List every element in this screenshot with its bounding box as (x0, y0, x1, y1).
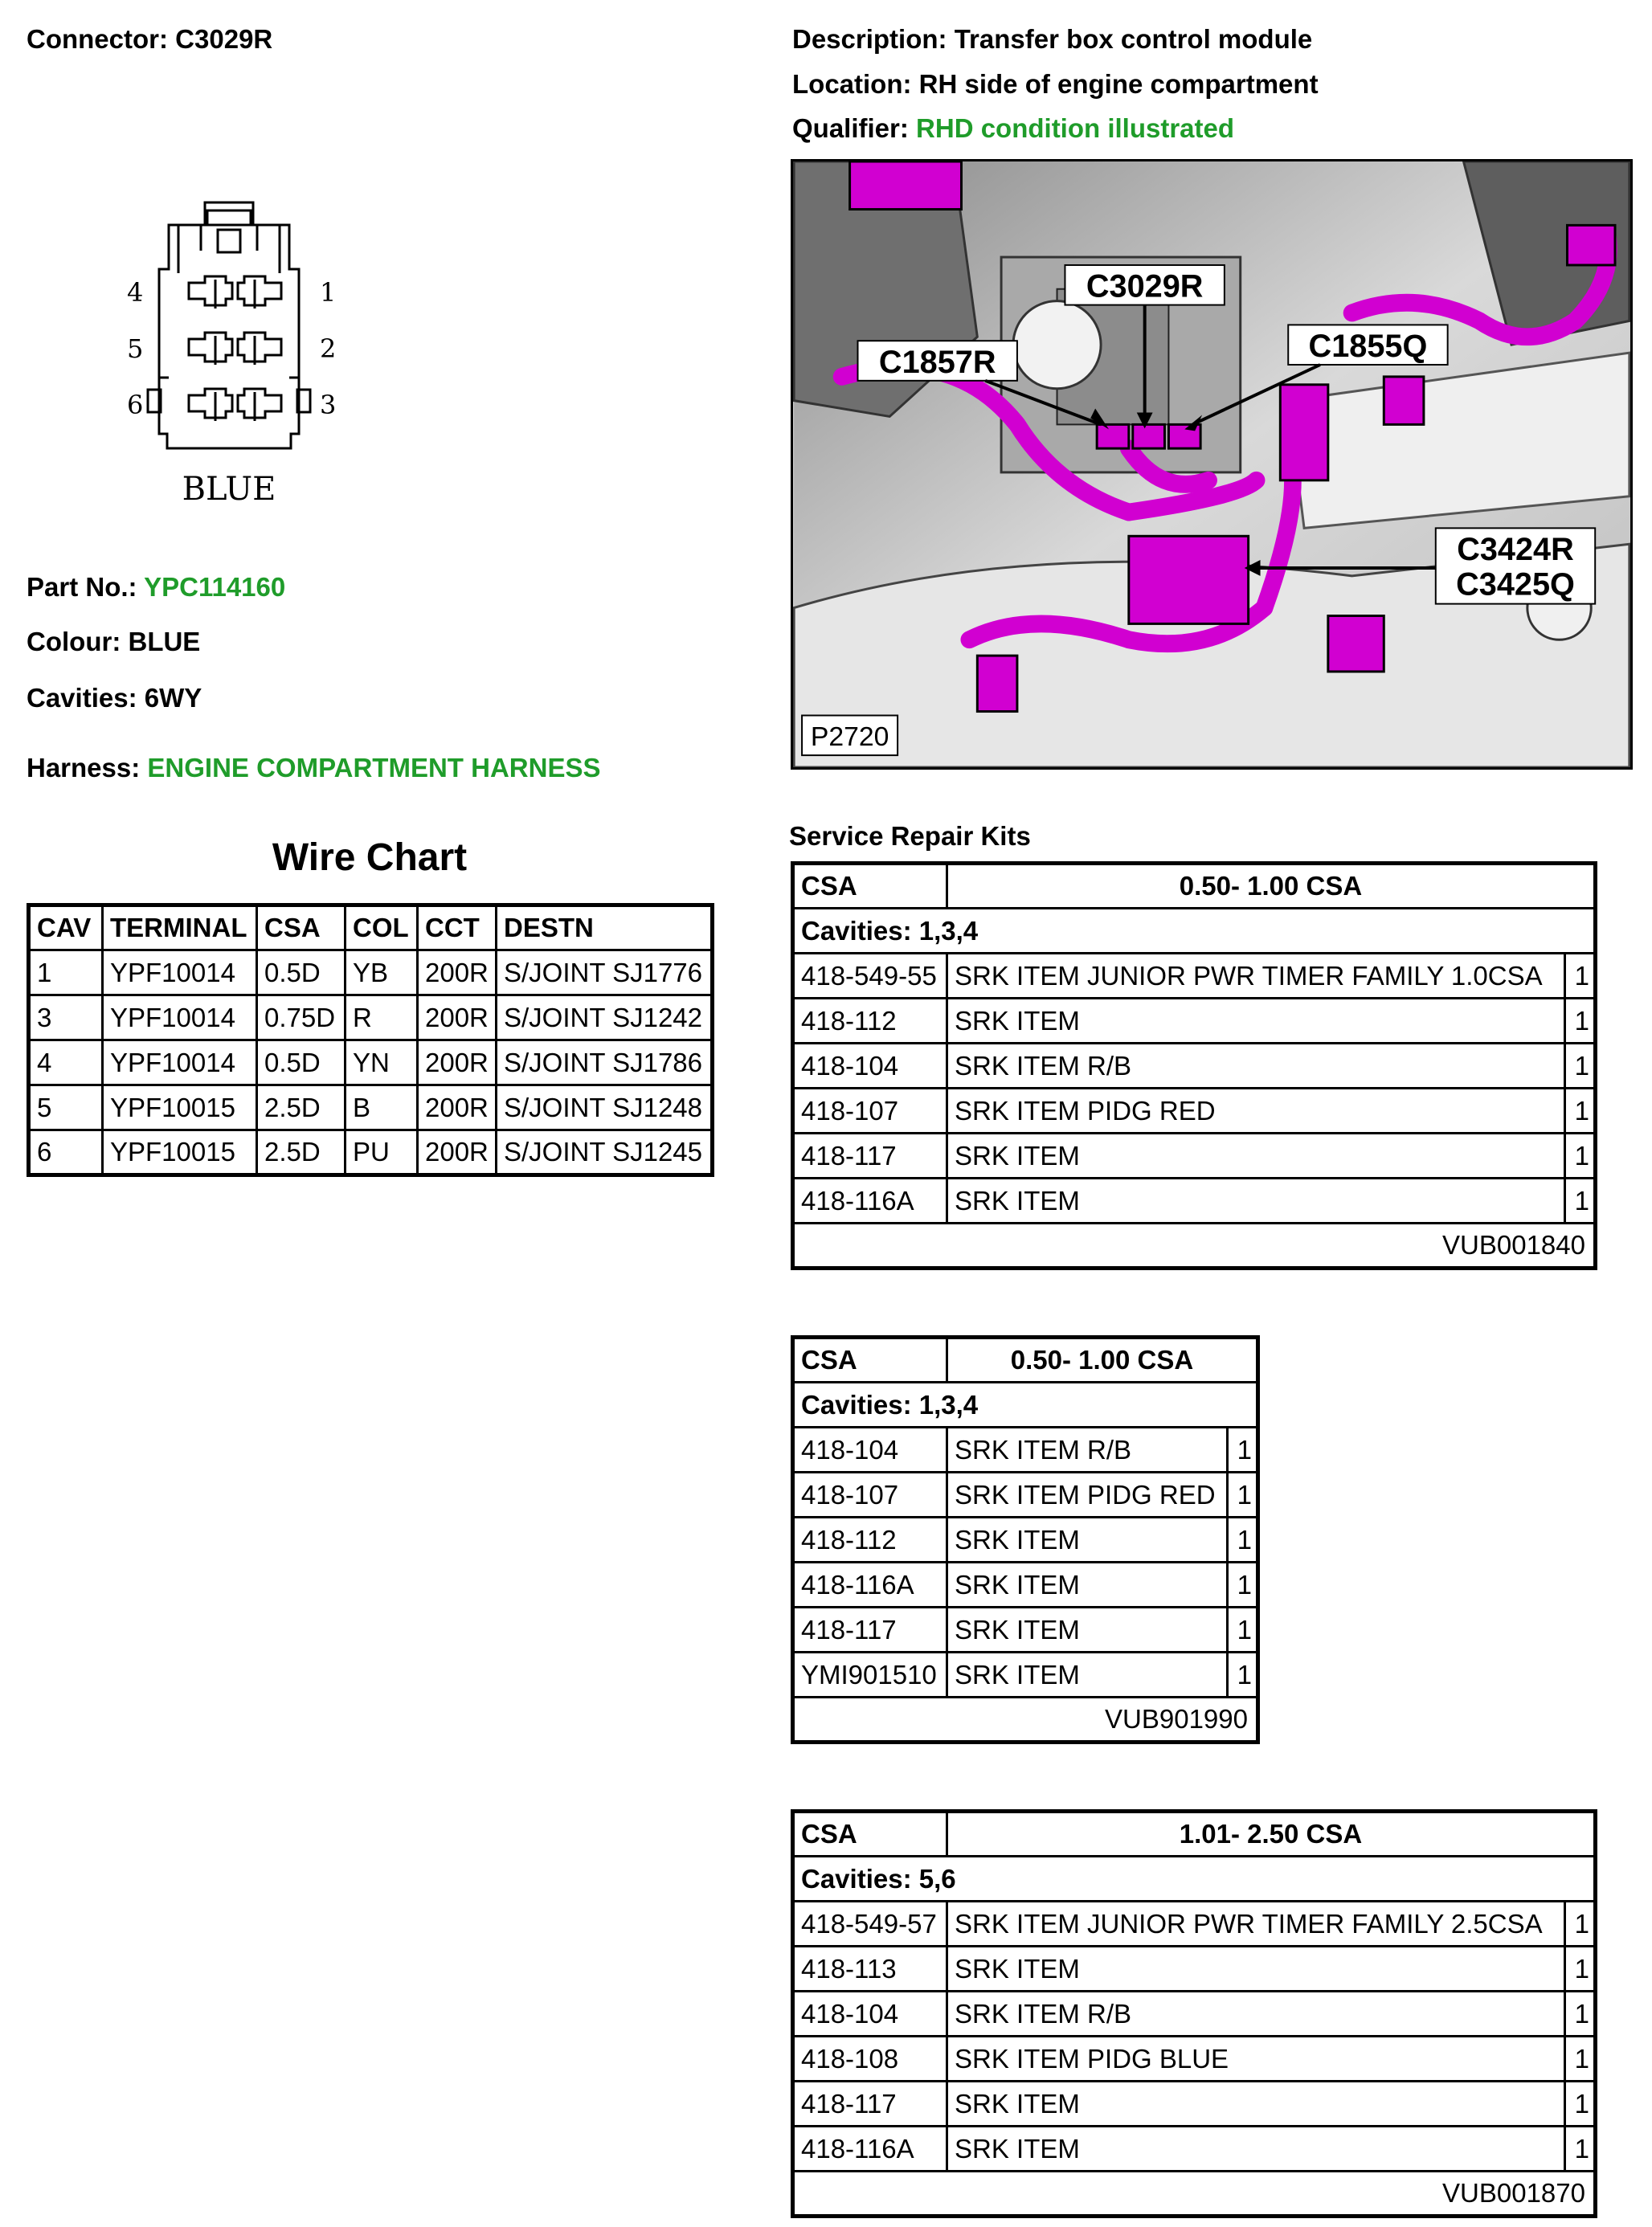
pin-label-3: 3 (320, 390, 337, 420)
cell: YPF10014 (103, 995, 257, 1040)
harness-line (27, 753, 600, 783)
table-row (793, 1947, 1596, 1992)
harness-label: Harness: (27, 753, 141, 783)
kit-csa-label: CSA (793, 1338, 947, 1383)
kit-part-no: YMI901510 (793, 1653, 947, 1698)
kit-part-no: 418-112 (793, 1518, 947, 1563)
kit-cavities: Cavities: 1,3,4 (793, 909, 1596, 954)
table-row (29, 950, 713, 995)
connector-line (27, 24, 272, 55)
connector-id: C3029R (175, 24, 273, 54)
colour-label: Colour: (27, 627, 121, 656)
kit-item-desc: SRK ITEM JUNIOR PWR TIMER FAMILY 1.0CSA (947, 954, 1565, 999)
cell: 200R (418, 950, 497, 995)
table-row (793, 1134, 1596, 1179)
table-row (793, 2082, 1596, 2127)
cell: 200R (418, 1130, 497, 1175)
table-row (793, 1044, 1596, 1089)
kit-item-qty: 1 (1228, 1653, 1258, 1698)
kit-csa-label: CSA (793, 1812, 947, 1857)
cell: 0.5D (257, 950, 346, 995)
cell: 5 (29, 1085, 103, 1130)
pin-label-4: 4 (127, 277, 144, 308)
table-row (793, 1089, 1596, 1134)
kit-ref-number: VUB001840 (793, 1224, 1596, 1269)
kit-item-qty: 1 (1565, 1134, 1596, 1179)
cell: 2.5D (257, 1085, 346, 1130)
kit-item-qty: 1 (1565, 999, 1596, 1044)
kit-part-no: 418-113 (793, 1947, 947, 1992)
cell: S/JOINT SJ1248 (497, 1085, 713, 1130)
part-no-label: Part No.: (27, 572, 137, 602)
cavities-label: Cavities: (27, 683, 137, 713)
kit-ref-row (793, 1224, 1596, 1269)
table-row (793, 1179, 1596, 1224)
kit-part-no: 418-104 (793, 1044, 947, 1089)
cell: R (346, 995, 418, 1040)
cell: S/JOINT SJ1245 (497, 1130, 713, 1175)
kit-part-no: 418-116A (793, 1179, 947, 1224)
cell: 0.75D (257, 995, 346, 1040)
kit-part-no: 418-116A (793, 1563, 947, 1608)
table-row (793, 1992, 1596, 2037)
cell: 200R (418, 1040, 497, 1085)
col-terminal: TERMINAL (103, 905, 257, 950)
repair-kit-table-3 (791, 1809, 1597, 2218)
kit-part-no: 418-117 (793, 2082, 947, 2127)
table-row (29, 1130, 713, 1175)
kit-part-no: 418-549-55 (793, 954, 947, 999)
kit-part-no: 418-107 (793, 1473, 947, 1518)
kit-part-no: 418-549-57 (793, 1902, 947, 1947)
cell: 200R (418, 1085, 497, 1130)
wire-chart-header-row (29, 905, 713, 950)
kit-item-qty: 1 (1565, 2037, 1596, 2082)
cell: 0.5D (257, 1040, 346, 1085)
kit-item-qty: 1 (1565, 1089, 1596, 1134)
col-cct: CCT (418, 905, 497, 950)
kit-part-no: 418-108 (793, 2037, 947, 2082)
cell: 6 (29, 1130, 103, 1175)
service-repair-kits-title: Service Repair Kits (789, 821, 1031, 851)
kit-item-desc: SRK ITEM (947, 1608, 1228, 1653)
qualifier-value: RHD condition illustrated (916, 113, 1235, 143)
kit-item-qty: 1 (1565, 1947, 1596, 1992)
photo-ref: P2720 (810, 721, 889, 753)
callout-c3424r: C3424R (1457, 532, 1574, 568)
connector-face-drawing (112, 193, 362, 514)
kit-item-qty: 1 (1228, 1518, 1258, 1563)
callout-c1855q: C1855Q (1308, 329, 1428, 365)
kit-csa-label: CSA (793, 864, 947, 909)
kit-part-no: 418-116A (793, 2127, 947, 2172)
table-row (793, 1518, 1258, 1563)
table-row (793, 1608, 1258, 1653)
kit-header-row (793, 1338, 1258, 1383)
col-destn: DESTN (497, 905, 713, 950)
kit-item-desc: SRK ITEM (947, 1653, 1228, 1698)
connector-colour-caption: BLUE (182, 471, 276, 508)
kit-csa-range: 0.50- 1.00 CSA (947, 864, 1596, 909)
table-row (29, 1085, 713, 1130)
pin-label-5: 5 (127, 333, 144, 364)
table-row (793, 2127, 1596, 2172)
location-line (792, 69, 1319, 100)
cell: YB (346, 950, 418, 995)
table-row (793, 1473, 1258, 1518)
kit-part-no: 418-117 (793, 1134, 947, 1179)
table-row (793, 1428, 1258, 1473)
pin-label-2: 2 (320, 333, 337, 364)
connector-face-diagram (112, 193, 362, 514)
kit-item-desc: SRK ITEM R/B (947, 1044, 1565, 1089)
table-row (793, 1653, 1258, 1698)
part-no-value: YPC114160 (144, 572, 286, 602)
kit-item-qty: 1 (1565, 2127, 1596, 2172)
kit-item-desc: SRK ITEM R/B (947, 1992, 1565, 2037)
pin-label-1: 1 (320, 277, 337, 308)
kit-item-desc: SRK ITEM (947, 1179, 1565, 1224)
kit-ref-row (793, 1698, 1258, 1743)
cavity-grid (189, 276, 281, 421)
kit-ref-row (793, 2172, 1596, 2217)
kit-item-desc: SRK ITEM PIDG RED (947, 1089, 1565, 1134)
table-row (29, 1040, 713, 1085)
kit-item-desc: SRK ITEM PIDG RED (947, 1473, 1228, 1518)
kit-item-qty: 1 (1565, 1044, 1596, 1089)
kit-header-row (793, 1812, 1596, 1857)
harness-value: ENGINE COMPARTMENT HARNESS (147, 753, 601, 783)
kit-header-row (793, 864, 1596, 909)
cell: PU (346, 1130, 418, 1175)
repair-kit-table-2 (791, 1335, 1260, 1744)
kit-csa-range: 0.50- 1.00 CSA (947, 1338, 1258, 1383)
cavities-value: 6WY (144, 683, 202, 713)
col-cav: CAV (29, 905, 103, 950)
table-row (793, 1563, 1258, 1608)
part-no-line (27, 572, 285, 603)
wire-chart-title: Wire Chart (272, 836, 468, 879)
kit-item-desc: SRK ITEM (947, 999, 1565, 1044)
callout-c3029r: C3029R (1086, 268, 1204, 304)
connector-label: Connector: (27, 24, 168, 54)
callout-c3425q: C3425Q (1456, 566, 1575, 603)
pin-label-6: 6 (127, 390, 144, 420)
col-csa: CSA (257, 905, 346, 950)
kit-item-desc: SRK ITEM PIDG BLUE (947, 2037, 1565, 2082)
qualifier-label: Qualifier: (792, 113, 909, 143)
kit-cavities-row (793, 1857, 1596, 1902)
kit-item-desc: SRK ITEM R/B (947, 1428, 1228, 1473)
location-photo (791, 159, 1633, 770)
kit-item-qty: 1 (1228, 1608, 1258, 1653)
repair-kit-table-1 (791, 861, 1597, 1270)
kit-item-qty: 1 (1565, 954, 1596, 999)
colour-value: BLUE (128, 627, 201, 656)
kit-csa-range: 1.01- 2.50 CSA (947, 1812, 1596, 1857)
colour-line (27, 627, 200, 657)
location-label: Location: (792, 69, 912, 99)
kit-part-no: 418-104 (793, 1992, 947, 2037)
kit-item-qty: 1 (1228, 1563, 1258, 1608)
table-row (793, 999, 1596, 1044)
kit-part-no: 418-117 (793, 1608, 947, 1653)
cell: S/JOINT SJ1786 (497, 1040, 713, 1085)
cell: YPF10014 (103, 1040, 257, 1085)
kit-cavities-row (793, 1383, 1258, 1428)
cell: 1 (29, 950, 103, 995)
kit-part-no: 418-104 (793, 1428, 947, 1473)
col-col: COL (346, 905, 418, 950)
kit-item-desc: SRK ITEM (947, 1518, 1228, 1563)
table-row (29, 995, 713, 1040)
engine-bay-illustration (793, 161, 1630, 767)
kit-item-qty: 1 (1565, 1179, 1596, 1224)
wire-chart-table (27, 903, 714, 1177)
kit-item-desc: SRK ITEM (947, 1947, 1565, 1992)
cell: 4 (29, 1040, 103, 1085)
cavities-line (27, 683, 202, 713)
kit-ref-number: VUB001870 (793, 2172, 1596, 2217)
kit-item-qty: 1 (1565, 2082, 1596, 2127)
cell: YPF10014 (103, 950, 257, 995)
table-row (793, 954, 1596, 999)
kit-part-no: 418-107 (793, 1089, 947, 1134)
description-line (792, 24, 1312, 55)
kit-item-desc: SRK ITEM JUNIOR PWR TIMER FAMILY 2.5CSA (947, 1902, 1565, 1947)
cell: 2.5D (257, 1130, 346, 1175)
cell: S/JOINT SJ1242 (497, 995, 713, 1040)
cell: B (346, 1085, 418, 1130)
callout-c1857r: C1857R (878, 344, 996, 380)
kit-ref-number: VUB901990 (793, 1698, 1258, 1743)
kit-item-desc: SRK ITEM (947, 2127, 1565, 2172)
qualifier-line (792, 113, 1234, 144)
description-value: Transfer box control module (954, 24, 1313, 54)
table-row (793, 1902, 1596, 1947)
table-row (793, 2037, 1596, 2082)
cell: YPF10015 (103, 1130, 257, 1175)
cell: YN (346, 1040, 418, 1085)
kit-item-qty: 1 (1565, 1902, 1596, 1947)
kit-item-desc: SRK ITEM (947, 1134, 1565, 1179)
cell: S/JOINT SJ1776 (497, 950, 713, 995)
kit-item-qty: 1 (1228, 1473, 1258, 1518)
kit-item-qty: 1 (1565, 1992, 1596, 2037)
kit-item-qty: 1 (1228, 1428, 1258, 1473)
kit-cavities-row (793, 909, 1596, 954)
description-label: Description: (792, 24, 947, 54)
cell: 3 (29, 995, 103, 1040)
cell: 200R (418, 995, 497, 1040)
kit-item-desc: SRK ITEM (947, 2082, 1565, 2127)
cell: YPF10015 (103, 1085, 257, 1130)
location-value: RH side of engine compartment (918, 69, 1319, 99)
kit-cavities: Cavities: 1,3,4 (793, 1383, 1258, 1428)
kit-part-no: 418-112 (793, 999, 947, 1044)
kit-item-desc: SRK ITEM (947, 1563, 1228, 1608)
kit-cavities: Cavities: 5,6 (793, 1857, 1596, 1902)
